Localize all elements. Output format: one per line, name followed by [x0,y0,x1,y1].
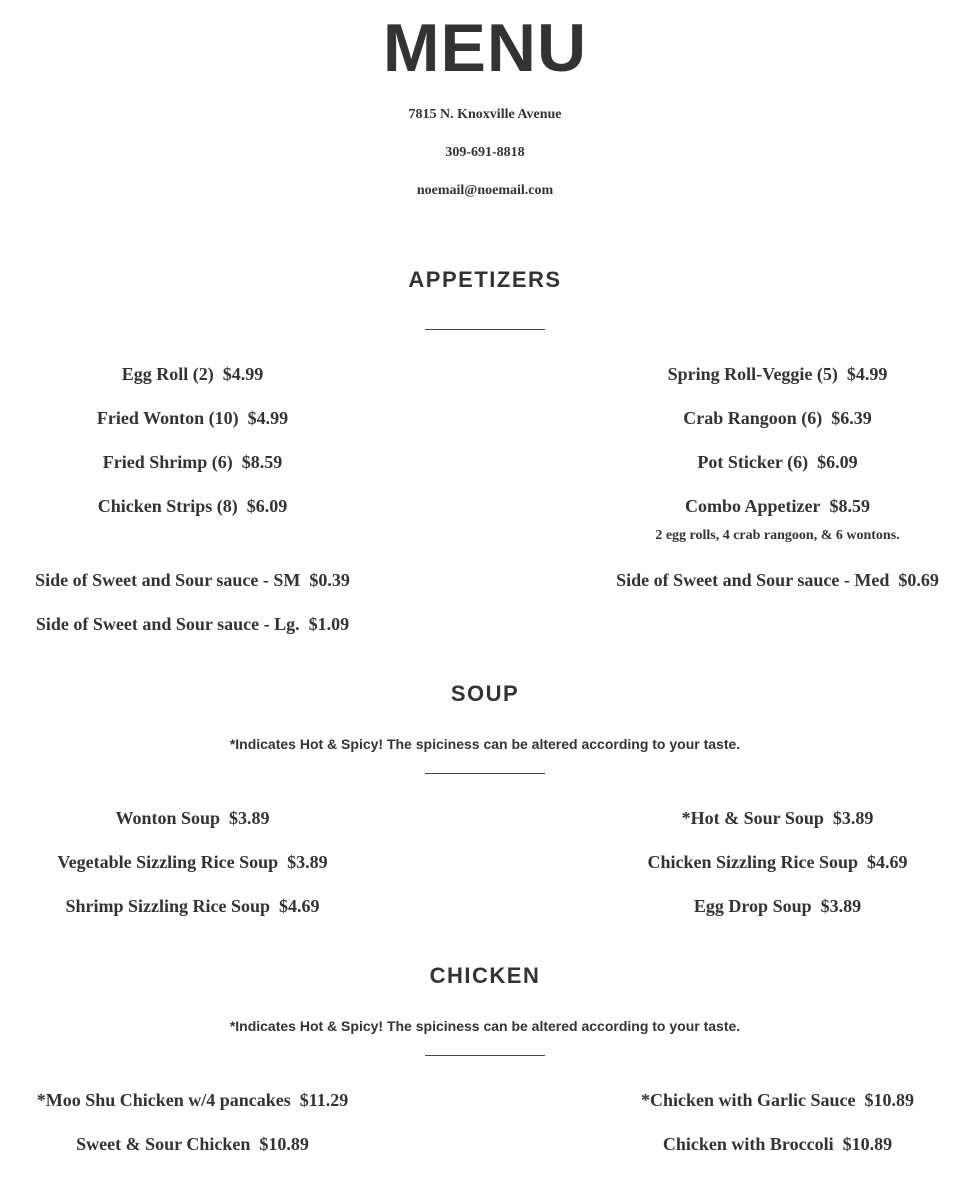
menu-item: Shrimp Sizzling Rice Soup $4.69 [65,896,320,916]
menu-item: Egg Drop Soup $3.89 [693,896,862,916]
chicken-heading: CHICKEN [429,963,541,988]
menu-item: Vegetable Sizzling Rice Soup $3.89 [57,852,328,872]
restaurant-phone[interactable]: 309-691-8818 [445,145,525,160]
appetizers-left-column [0,363,385,539]
soup-right-column [585,807,970,939]
menu-title: MENU [382,10,588,86]
menu-item: Side of Sweet and Sour sauce - SM $0.39 [35,570,350,590]
menu-item: Egg Roll (2) $4.99 [121,364,264,384]
menu-item: Sweet & Sour Chicken $10.89 [76,1134,309,1154]
chicken-right-column [585,1089,970,1177]
menu-item: Chicken Sizzling Rice Soup $4.69 [647,852,908,872]
menu-item: Wonton Soup $3.89 [115,808,270,828]
appetizers-divider [425,329,545,330]
menu-item: Crab Rangoon (6) $6.39 [683,408,872,428]
menu-item: Chicken with Broccoli $10.89 [662,1134,893,1154]
soup-left-column [0,807,385,939]
spicy-note: *Indicates Hot & Spicy! The spiciness can be altered according to your taste. [229,1018,741,1034]
menu-item: Side of Sweet and Sour sauce - Med $0.69 [616,570,939,590]
menu-item: *Chicken with Garlic Sauce $10.89 [641,1090,914,1110]
menu-item: Side of Sweet and Sour sauce - Lg. $1.09 [35,614,350,634]
soup-heading: SOUP [450,681,520,706]
soup-divider [425,773,545,774]
spicy-note: *Indicates Hot & Spicy! The spiciness can be altered according to your taste. [229,736,741,752]
menu-item: Combo Appetizer $8.59 [685,496,870,516]
sauces-right-column [585,569,970,613]
appetizers-right-column [585,363,970,545]
menu-item: Fried Shrimp (6) $8.59 [102,452,283,472]
restaurant-email[interactable]: noemail@noemail.com [416,183,554,198]
menu-item-description: 2 egg rolls, 4 crab rangoon, & 6 wontons. [655,528,900,543]
menu-item: *Moo Shu Chicken w/4 pancakes $11.29 [36,1090,349,1110]
sauces-left-column [0,569,385,657]
appetizers-heading: APPETIZERS [408,267,562,292]
menu-item: Chicken Strips (8) $6.09 [97,496,288,516]
chicken-left-column [0,1089,385,1177]
menu-item: *Hot & Sour Soup $3.89 [681,808,874,828]
menu-item: Spring Roll-Veggie (5) $4.99 [667,364,888,384]
menu-item: Fried Wonton (10) $4.99 [96,408,289,428]
chicken-divider [425,1055,545,1056]
restaurant-address: 7815 N. Knoxville Avenue [408,107,562,122]
menu-item: Pot Sticker (6) $6.09 [697,452,858,472]
